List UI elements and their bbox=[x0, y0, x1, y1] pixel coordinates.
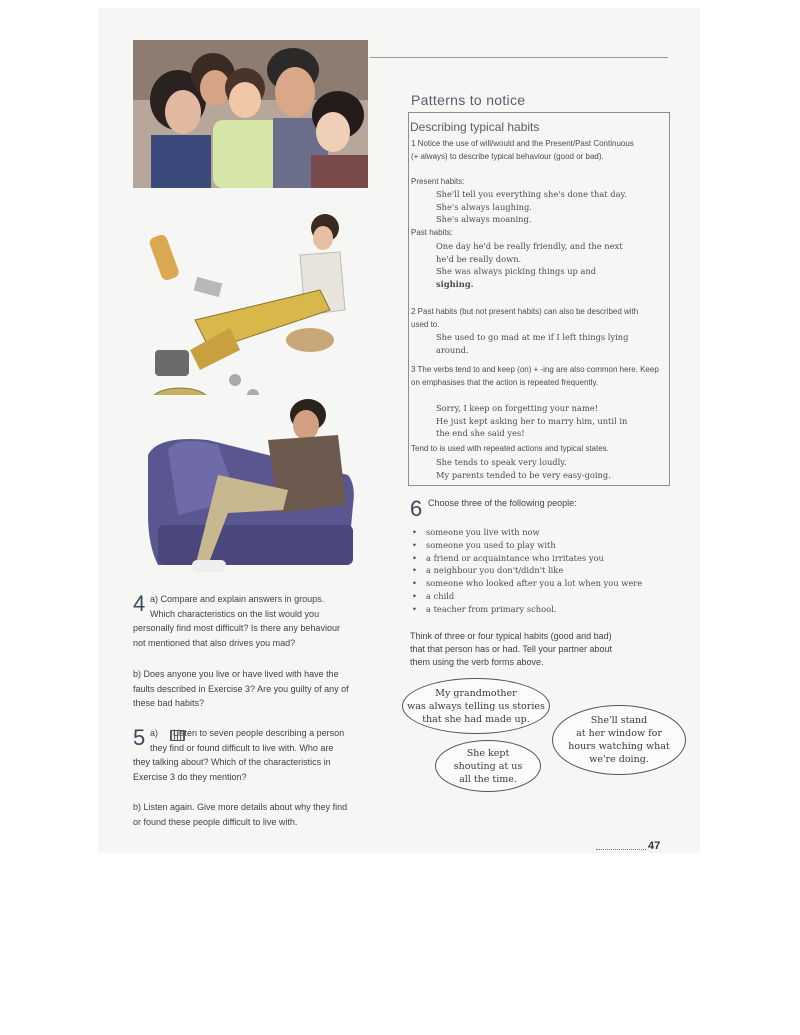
list-item: • a neighbour you don't/didn't like bbox=[410, 564, 642, 577]
example-line: My parents tended to be very easy-going. bbox=[436, 469, 611, 480]
bubble-line: My grandmother bbox=[435, 687, 517, 699]
past-habits-label: Past habits: bbox=[411, 228, 453, 237]
text-line: personally find most difficult? Is there any behaviour bbox=[133, 623, 340, 633]
text-line: Exercise 3 do they mention? bbox=[133, 771, 247, 782]
example-line: Sorry, I keep on forgetting your name! bbox=[436, 403, 599, 413]
exercise-6-number: 6 bbox=[410, 496, 423, 521]
list-item: • a friend or acquaintance who irritates you bbox=[410, 552, 642, 565]
exercise-6-instruction bbox=[410, 630, 612, 669]
text-line: Which characteristics on the list would you bbox=[150, 608, 320, 619]
patterns-point-3: 3 The verbs tend to and keep (on) + -ing are also common here. Keep on emphasises that the action is repeated frequently. bbox=[411, 365, 659, 387]
exercise-4b bbox=[133, 667, 349, 711]
list-item: • someone you live with now bbox=[410, 526, 642, 539]
top-rule bbox=[370, 57, 668, 58]
bubble-line: was always telling us stories bbox=[407, 700, 545, 712]
instruction-line: that that person has or had. Tell your partner about bbox=[410, 644, 612, 654]
text-line: faults described in Exercise 3? Are you guilty of any of bbox=[133, 683, 349, 694]
example-line: One day he'd be really friendly, and the next bbox=[436, 241, 623, 251]
exercise-5a bbox=[133, 726, 344, 784]
page-number-rule bbox=[596, 849, 646, 850]
example-line: He just kept asking her to marry him, until in bbox=[436, 415, 628, 426]
list-item: • a teacher from primary school. bbox=[410, 603, 642, 616]
list-item: • someone who looked after you a lot when you were bbox=[410, 577, 642, 590]
present-examples bbox=[436, 188, 627, 226]
exercise-6-list bbox=[410, 526, 642, 616]
example-line: he'd be really down. bbox=[436, 253, 522, 264]
bubble-line: She'll stand bbox=[590, 715, 648, 726]
example-line: She'll tell you everything she's done that day. bbox=[436, 189, 627, 199]
example-line: She was always picking things up and bbox=[436, 266, 597, 276]
past-examples bbox=[436, 240, 623, 290]
present-habits-label: Present habits: bbox=[411, 177, 465, 186]
section-title: Patterns to notice bbox=[411, 92, 526, 108]
speech-bubble-shouting bbox=[435, 740, 541, 792]
bubble-line: at her window for bbox=[576, 728, 662, 739]
text-line: b) Does anyone you live or have lived with have the bbox=[133, 669, 339, 679]
speech-bubble-window bbox=[552, 705, 686, 775]
text-line: a) Listen to seven people describing a person bbox=[150, 728, 345, 738]
example-line: She's always moaning. bbox=[436, 214, 532, 224]
exercise-4a bbox=[133, 592, 393, 650]
list-item: • someone you used to play with bbox=[410, 539, 642, 552]
patterns-point-1: 1 Notice the use of will/would and the Present/Past Continuous (+ always) to describe typical behaviour (good or bad). bbox=[411, 139, 634, 161]
exercise-5b bbox=[133, 800, 347, 829]
bubble-line: all the time. bbox=[459, 773, 517, 785]
patterns-point-2: 2 Past habits (but not present habits) can also be described with used to. bbox=[411, 307, 639, 329]
instruction-line: Think of three or four typical habits (good and bad) bbox=[410, 631, 612, 641]
text-line: they find or found difficult to live with. Who are bbox=[150, 742, 334, 753]
example-line: She tends to speak very loudly. bbox=[436, 457, 567, 467]
example-line: the end she said yes! bbox=[436, 428, 525, 438]
tend-to-note: Tend to is used with repeated actions and typical states. bbox=[411, 444, 609, 453]
example-line: around. bbox=[436, 344, 469, 355]
text-line: or found these people difficult to live with. bbox=[133, 816, 298, 827]
household-objects-photo bbox=[135, 210, 360, 425]
instruction-line: them using the verb forms above. bbox=[410, 657, 544, 667]
example-line: She used to go mad at me if I left things lying bbox=[436, 332, 629, 342]
text-line: a) Compare and explain answers in groups. bbox=[150, 594, 325, 604]
list-item-continuation: • a child bbox=[410, 590, 642, 603]
bubble-line: hours watching what bbox=[568, 741, 670, 752]
bubble-line: shouting at us bbox=[453, 760, 523, 772]
tend-to-examples bbox=[436, 456, 611, 481]
keep-on-examples bbox=[436, 402, 627, 440]
family-photo bbox=[133, 40, 368, 188]
speech-bubble-grandmother bbox=[402, 678, 550, 734]
bubble-line: that she had made up. bbox=[422, 713, 530, 725]
example-line: sighing. bbox=[436, 278, 474, 289]
exercise-6-heading: Choose three of the following people: bbox=[428, 498, 577, 508]
text-line: not mentioned that also drives you mad? bbox=[133, 637, 296, 648]
bubble-line: She kept bbox=[466, 747, 510, 759]
used-to-examples bbox=[436, 331, 628, 356]
example-line: She's always laughing. bbox=[436, 201, 532, 212]
exercise-4-number: 4 bbox=[133, 591, 146, 616]
exercise-5-number: 5 bbox=[133, 725, 146, 750]
box-title: Describing typical habits bbox=[410, 120, 540, 134]
text-line: they talking about? Which of the characteristics in bbox=[133, 757, 331, 767]
bubble-line: we're doing. bbox=[589, 754, 649, 765]
text-line: these bad habits? bbox=[133, 698, 205, 708]
page-number: 47 bbox=[648, 840, 661, 852]
man-on-sofa-photo bbox=[148, 395, 356, 580]
text-line: b) Listen again. Give more details about why they find bbox=[133, 802, 348, 812]
